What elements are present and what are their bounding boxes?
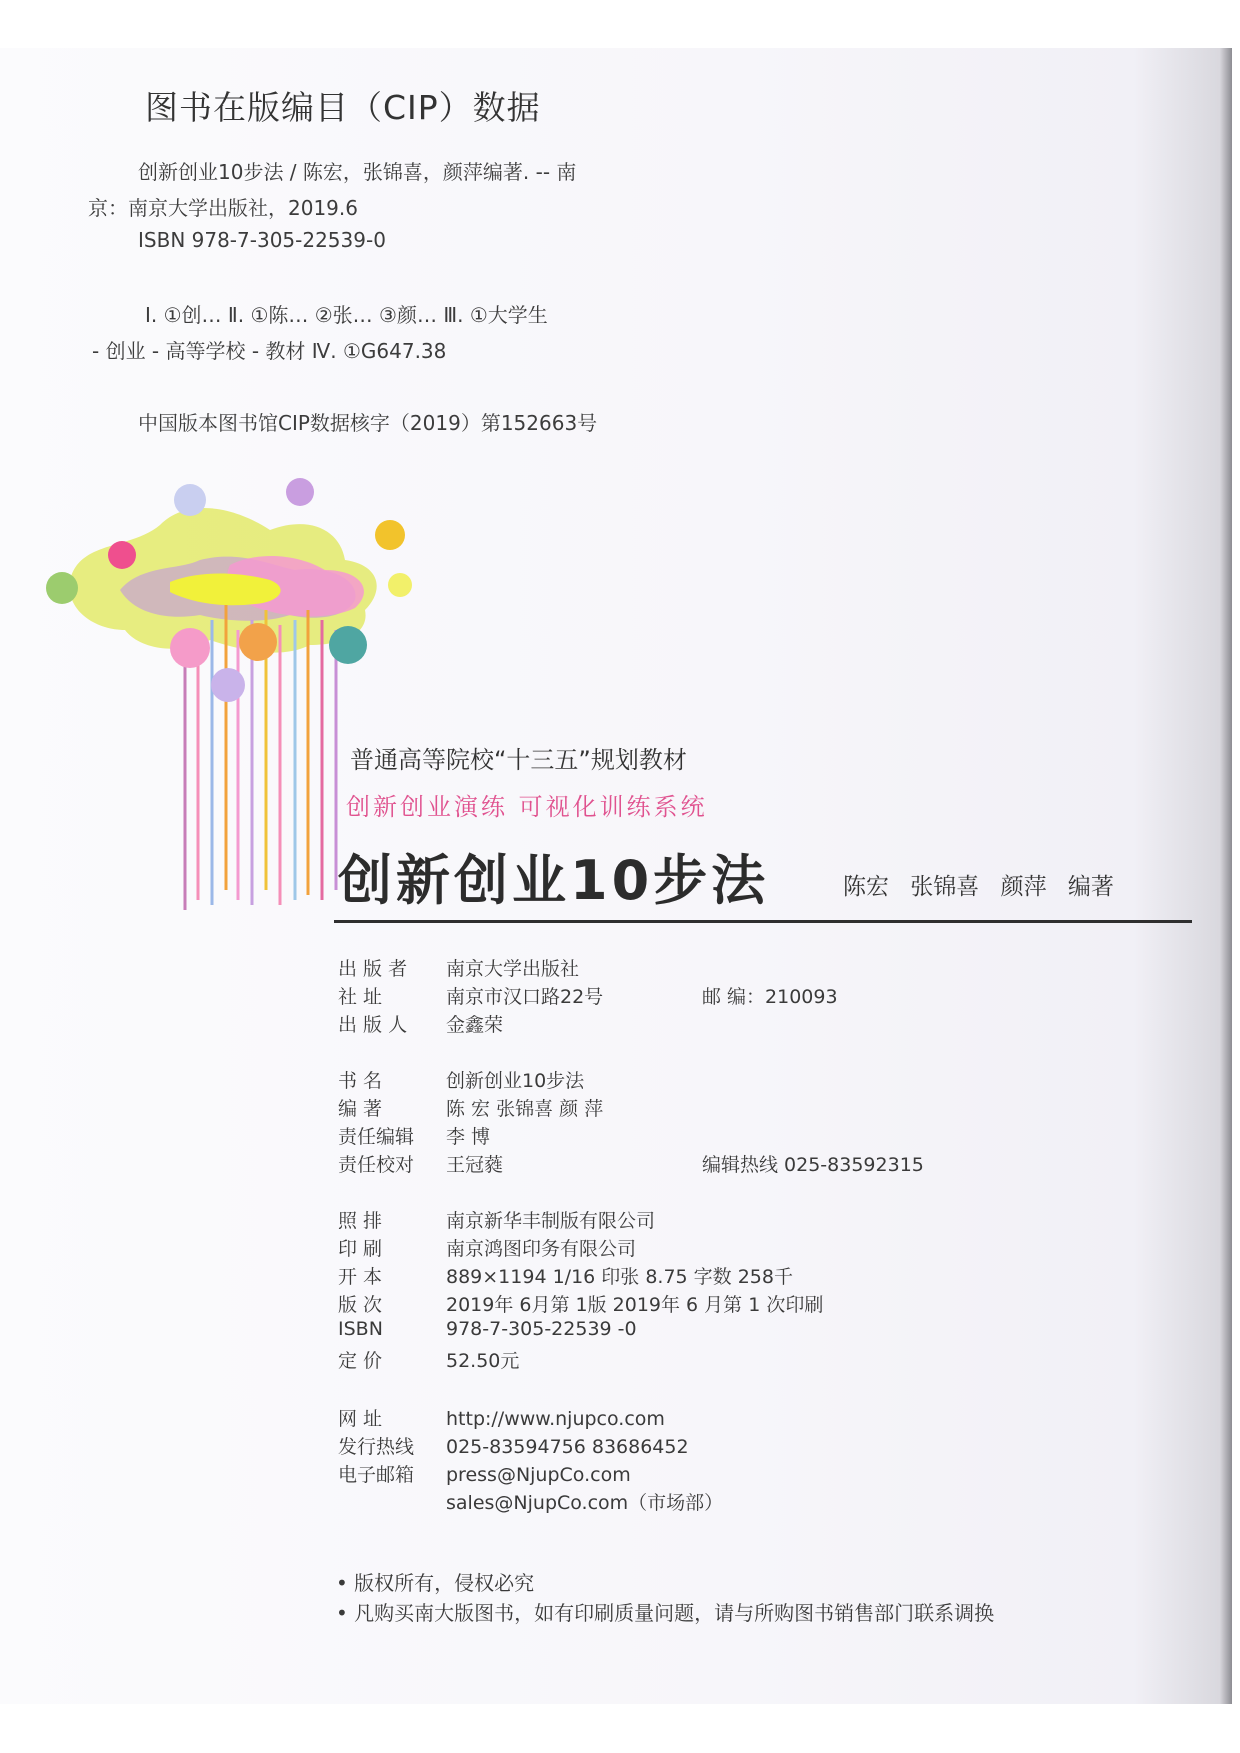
typeset-label: 照 排: [338, 1210, 383, 1232]
edition-label: 版 次: [338, 1294, 383, 1316]
isbn-row: [338, 1318, 637, 1340]
printer-label: 印 刷: [338, 1238, 383, 1260]
proofreader-label: 责任校对: [338, 1154, 415, 1176]
quality-notice: • 凡购买南大版图书，如有印刷质量问题，请与所购图书销售部门联系调换: [336, 1601, 995, 1625]
address-value: 南京市汉口路22号: [446, 986, 604, 1008]
typeset-row: [338, 1206, 655, 1233]
cip-title: 图书在版编目（CIP）数据: [145, 88, 541, 127]
email-row: [338, 1460, 631, 1487]
cip-approval-number: 中国版本图书馆CIP数据核字（2019）第152663号: [138, 411, 598, 435]
sales-hotline-label: 发行热线: [338, 1436, 415, 1458]
address-label: 社 址: [338, 986, 383, 1008]
editors-label: 编 著: [338, 1098, 383, 1120]
edition-row: [338, 1290, 823, 1317]
price-label: 定 价: [338, 1350, 383, 1372]
publisher-row: [338, 954, 579, 981]
bookname-row: [338, 1066, 584, 1093]
bookname-label: 书 名: [338, 1070, 383, 1092]
cip-isbn: ISBN 978-7-305-22539-0: [138, 228, 386, 252]
book-authors: 陈宏 张锦喜 颜萍 编著: [843, 874, 1114, 900]
bookname-value: 创新创业10步法: [446, 1070, 585, 1092]
website-label: 网 址: [338, 1408, 383, 1430]
responsible-editor-row: [338, 1122, 490, 1149]
sales-hotline-row: [338, 1432, 689, 1459]
format-row: [338, 1262, 793, 1289]
editors-value: 陈 宏 张锦喜 颜 萍: [446, 1098, 604, 1120]
format-label: 开 本: [338, 1266, 383, 1288]
email-link-sales[interactable]: sales@NjupCo.com（市场部）: [446, 1492, 724, 1514]
publisher-label: 出 版 者: [338, 958, 408, 980]
price-row: [338, 1346, 519, 1373]
tagline: 创新创业演练 可视化训练系统: [346, 793, 708, 821]
website-link[interactable]: http://www.njupco.com: [446, 1408, 665, 1430]
email-link-press[interactable]: press@NjupCo.com: [446, 1464, 631, 1486]
book-title: 创新创业10步法: [338, 849, 770, 912]
website-row: [338, 1404, 665, 1431]
edition-value: 2019年 6月第 1版 2019年 6 月第 1 次印刷: [446, 1294, 824, 1316]
proofreader-value: 王冠蕤: [446, 1154, 504, 1176]
responsible-editor-label: 责任编辑: [338, 1126, 415, 1148]
isbn-value: 978-7-305-22539 -0: [446, 1318, 637, 1340]
editorial-hotline: 编辑热线 025-83592315: [702, 1154, 924, 1176]
responsible-editor-value: 李 博: [446, 1126, 491, 1148]
cip-line-2: 京：南京大学出版社，2019.6: [88, 196, 358, 220]
issuer-value: 金鑫荣: [446, 1014, 504, 1036]
postcode: 邮 编：210093: [702, 986, 838, 1008]
copyright-notice: • 版权所有，侵权必究: [336, 1571, 535, 1595]
sales-hotline-value: 025-83594756 83686452: [446, 1436, 689, 1458]
address-row: [338, 982, 603, 1009]
publisher-value: 南京大学出版社: [446, 958, 580, 980]
proofreader-row: [338, 1150, 503, 1177]
cip-classification-1: Ⅰ. ①创… Ⅱ. ①陈… ②张… ③颜… Ⅲ. ①大学生: [145, 303, 548, 327]
cip-classification-2: - 创业 - 高等学校 - 教材 Ⅳ. ①G647.38: [92, 339, 447, 363]
issuer-label: 出 版 人: [338, 1014, 408, 1036]
cip-line-1: 创新创业10步法 / 陈宏，张锦喜，颜萍编著. -- 南: [138, 160, 577, 184]
email-label: 电子邮箱: [338, 1464, 415, 1486]
printer-value: 南京鸿图印务有限公司: [446, 1238, 637, 1260]
isbn-label: ISBN: [338, 1318, 383, 1340]
title-divider: [334, 920, 1192, 923]
price-value: 52.50元: [446, 1350, 520, 1372]
format-value: 889×1194 1/16 印张 8.75 字数 258千: [446, 1266, 793, 1288]
typeset-value: 南京新华丰制版有限公司: [446, 1210, 656, 1232]
editors-row: [338, 1094, 603, 1121]
printer-row: [338, 1234, 636, 1261]
issuer-row: [338, 1010, 503, 1037]
series-label: 普通高等院校“十三五”规划教材: [350, 746, 687, 774]
